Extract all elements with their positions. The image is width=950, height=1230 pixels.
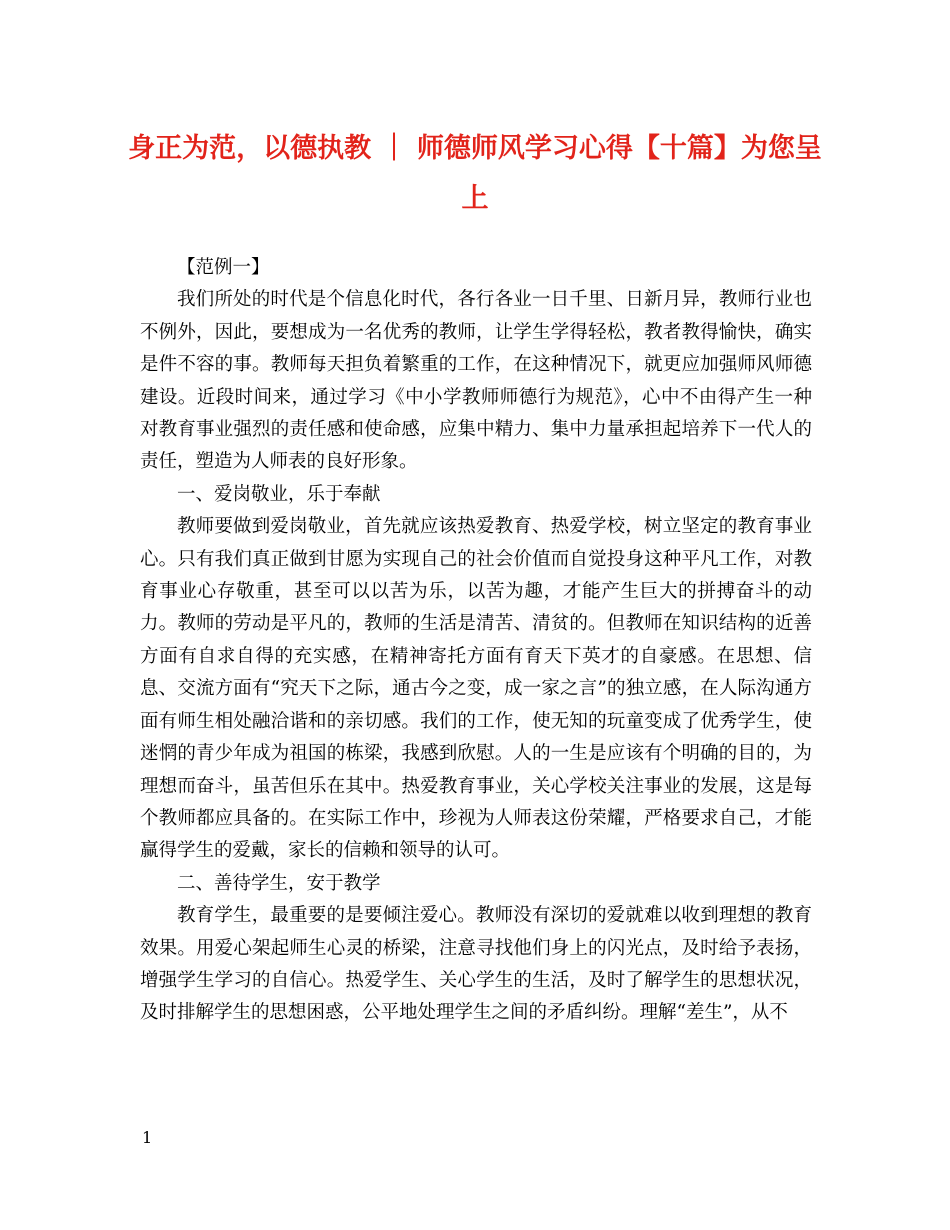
section-heading-1: 一、爱岗敬业，乐于奉献: [177, 483, 381, 505]
paragraph-section-2: 教育学生，最重要的是要倾注爱心。教师没有深切的爱就难以收到理想的教育效果。用爱心架起师生心灵的桥梁，注意寻找他们身上的闪光点，及时给予表扬，增强学生学习的自信心。热爱学生、关心学生的生活，及时了解学生的思想状况，及时排解学生的思想困惑，公平地处理学生之间的矛盾纠纷。理解“差生”，从不: [140, 905, 812, 1024]
section-heading-2: 二、善待学生，安于教学: [177, 872, 381, 894]
paragraph-intro: 我们所处的时代是个信息化时代，各行各业一日千里、日新月异，教师行业也不例外，因此，要想成为一名优秀的教师，让学生学得轻松，教者教得愉快，确实是件不容的事。教师每天担负着繁重的工作，在这种情况下，就更应加强师风师德建设。近段时间来，通过学习《中小学教师师德行为规范》，心中不由得产生一种对教育事业强烈的责任感和使命感，应集中精力、集中力量承担起培养下一代人的责任，塑造为人师表的良好形象。: [140, 289, 812, 473]
paragraph-section-1: 教师要做到爱岗敬业，首先就应该热爱教育、热爱学校，树立坚定的教育事业心。只有我们真正做到甘愿为实现自己的社会价值而自觉投身这种平凡工作，对教育事业心存敬重，甚至可以以苦为乐，以苦为趣，才能产生巨大的拼搏奋斗的动力。教师的劳动是平凡的，教师的生活是清苦、清贫的。但教师在知识结构的近善方面有自求自得的充实感，在精神寄托方面有育天下英才的自豪感。在思想、信息、交流方面有“究天下之际，通古今之变，成一家之言”的独立感，在人际沟通方面有师生相处融洽谐和的亲切感。我们的工作，使无知的玩童变成了优秀学生，使迷惘的青少年成为祖国的栋梁，我感到欣慰。人的一生是应该有个明确的目的，为理想而奋斗，虽苦但乐在其中。热爱教育事业，关心学校关注事业的发展，这是每个教师都应具备的。在实际工作中，珍视为人师表这份荣耀，严格要求自己，才能赢得学生的爱戴，家长的信赖和领导的认可。: [140, 516, 812, 862]
paragraph-example-heading: 【范例一】: [177, 257, 270, 278]
document-body: [140, 252, 812, 1030]
page-title: 身正为范，以德执教 ｜ 师德师风学习心得【十篇】为您呈上: [128, 133, 822, 214]
page-number: 1: [142, 1128, 153, 1147]
